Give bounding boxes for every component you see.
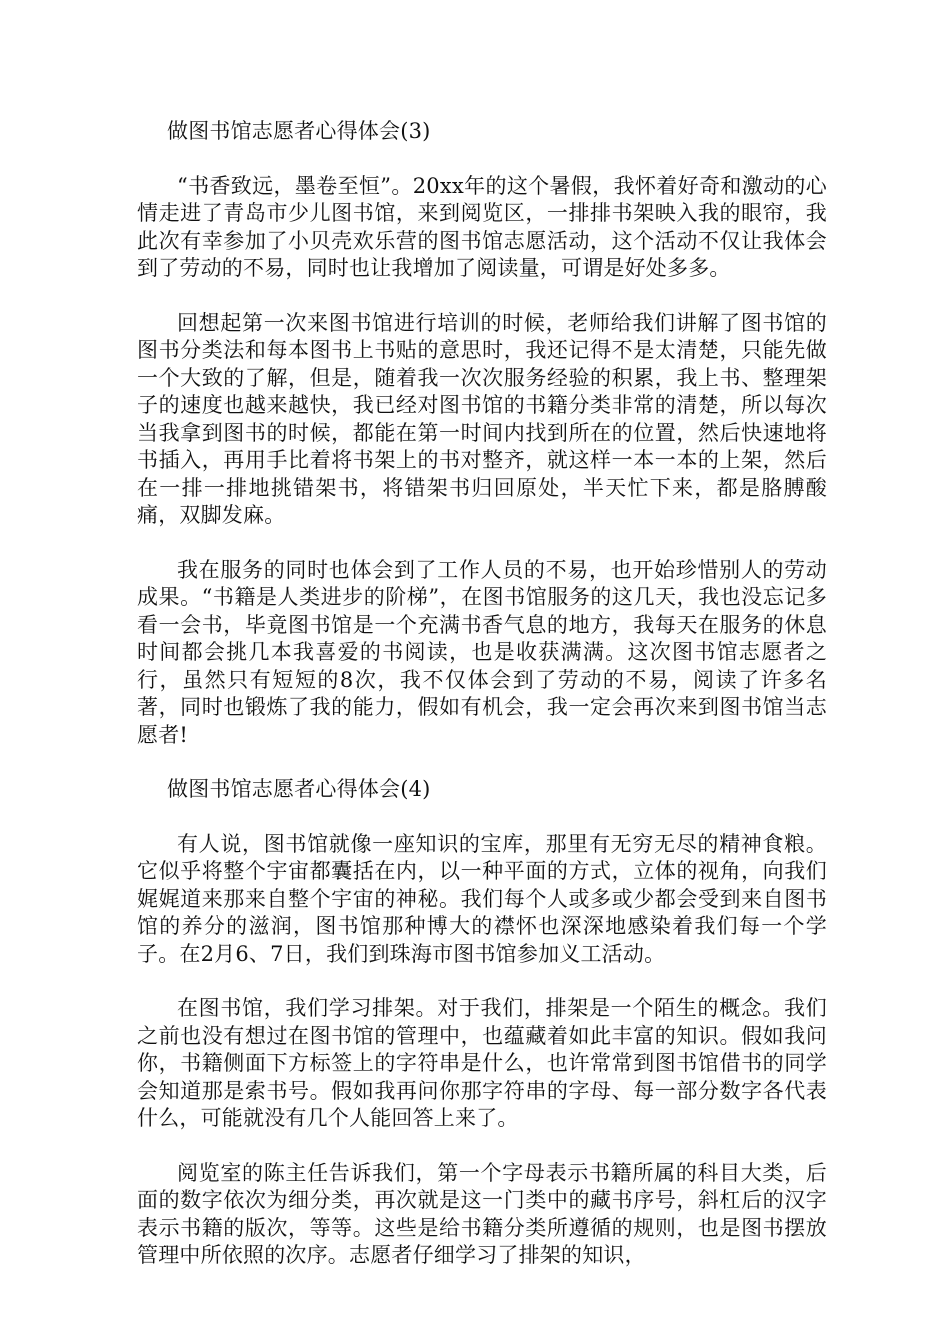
paragraph: 回想起第一次来图书馆进行培训的时候，老师给我们讲解了图书馆的图书分类法和每本图书上书贴的意思时，我还记得不是太清楚，只能先做一个大致的了解，但是，随着我一次次服务经验的积累，我上书、整理架子的速度也越来越快，我已经对图书馆的书籍分类非常的清楚，所以每次当我拿到图书的时候，都能在第一时间内找到所在的位置，然后快速地将书插入，再用手比着将书架上的书对整齐，就这样一本一本的上架，然后在一排一排地挑错架书，将错架书归回原处，半天忙下来，都是胳膊酸痛，双脚发麻。	[137, 310, 827, 527]
paragraph: 阅览室的陈主任告诉我们，第一个字母表示书籍所属的科目大类，后面的数字依次为细分类，再次就是这一门类中的藏书序号，斜杠后的汉字表示书籍的版次，等等。这些是给书籍分类所遵循的规则，也是图书摆放管理中所依照的次序。志愿者仔细学习了排架的知识，	[137, 1160, 827, 1267]
document-body	[137, 118, 827, 1297]
paragraph: “书香致远，墨卷至恒”。20xx年的这个暑假，我怀着好奇和激动的心情走进了青岛市少儿图书馆，来到阅览区，一排排书架映入我的眼帘，我此次有幸参加了小贝壳欢乐营的图书馆志愿活动，这个活动不仅让我体会到了劳动的不易，同时也让我增加了阅读量，可谓是好处多多。	[137, 173, 827, 280]
section-heading: 做图书馆志愿者心得体会(4)	[167, 777, 431, 801]
section-heading: 做图书馆志愿者心得体会(3)	[167, 119, 431, 143]
paragraph: 在图书馆，我们学习排架。对于我们，排架是一个陌生的概念。我们之前也没有想过在图书馆的管理中，也蕴藏着如此丰富的知识。假如我问你，书籍侧面下方标签上的字符串是什么，也许常常到图书馆借书的同学会知道那是索书号。假如我再问你那字符串的字母、每一部分数字各代表什么，可能就没有几个人能回答上来了。	[137, 996, 827, 1130]
paragraph: 我在服务的同时也体会到了工作人员的不易，也开始珍惜别人的劳动成果。“书籍是人类进步的阶梯”，在图书馆服务的这几天，我也没忘记多看一会书，毕竟图书馆是一个充满书香气息的地方，我每天在服务的休息时间都会挑几本我喜爱的书阅读，也是收获满满。这次图书馆志愿者之行，虽然只有短短的8次，我不仅体会到了劳动的不易，阅读了许多名著，同时也锻炼了我的能力，假如有机会，我一定会再次来到图书馆当志愿者!	[137, 557, 827, 747]
paragraph: 有人说，图书馆就像一座知识的宝库，那里有无穷无尽的精神食粮。它似乎将整个宇宙都囊括在内，以一种平面的方式，立体的视角，向我们娓娓道来那来自整个宇宙的神秘。我们每个人或多或少都会受到来自图书馆的养分的滋润，图书馆那种博大的襟怀也深深地感染着我们每一个学子。在2月6、7日，我们到珠海市图书馆参加义工活动。	[137, 831, 827, 966]
